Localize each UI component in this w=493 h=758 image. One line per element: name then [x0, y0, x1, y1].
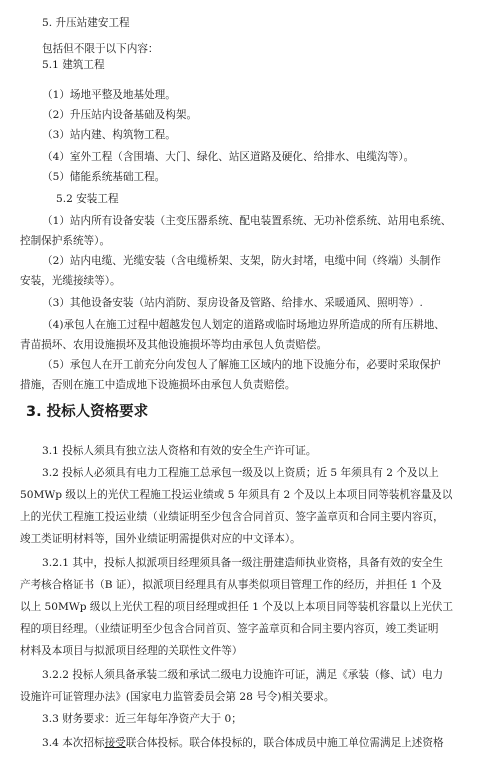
paragraph: 3.1 投标人须具有独立法人资格和有效的安全生产许可证。 [42, 445, 317, 457]
list-item: （1）场地平整及地基处理。 [42, 89, 176, 101]
list-item-continued: 措施，否则在施工中造成地下设施损坏由承包人负责赔偿。 [20, 379, 296, 391]
subsection-heading-5-1: 5.1 建筑工程 [42, 59, 105, 71]
list-item: （1）站内所有设备安装（主变压器系统、配电装置系统、无功补偿系统、站用电系统、 [42, 215, 452, 227]
list-item: （5）储能系统基础工程。 [42, 171, 166, 183]
list-item: （2）升压站内设备基础及构架。 [42, 109, 198, 121]
section-heading-3: 3. 投标人资格要求 [26, 404, 149, 420]
section-heading-5: 5. 升压站建安工程 [42, 17, 130, 29]
subsection-heading-5-2: 5.2 安装工程 [56, 193, 119, 205]
list-item: （2）站内电缆、光缆安装（含电缆桥架、支架，防火封堵，电缆中间（终端）头制作 [42, 255, 441, 267]
paragraph: 3.2.2 投标人须具备承装二级和承试二级电力设施许可证，满足《承装（修、试）电力 [42, 669, 444, 681]
paragraph-continued: 上的光伏工程施工投运业绩（业绩证明至少包含合同首页、签字盖章页和合同主要内容页， [20, 511, 444, 523]
list-item: （3）其他设备安装（站内消防、泵房设备及管路、给排水、采暖通风、照明等）. [42, 297, 423, 309]
paragraph-continued: 产考核合格证书（B 证），拟派项目经理具有从事类似项目管理工作的经历，并担任 1 个及 [20, 579, 442, 591]
list-item-continued: 青苗损坏、农用设施损坏及其他设施损坏等均由承包人负责赔偿。 [20, 339, 328, 351]
paragraph [0, 736, 493, 750]
paragraph-continued: 竣工类证明材料等，国外业绩证明需提供对应的中文译本）。 [20, 533, 301, 545]
paragraph: 3.2 投标人必须具有电力工程施工总承包一级及以上资质；近 5 年须具有 2 个及以上 [42, 467, 439, 479]
list-item: （4）室外工程（含围墙、大门、绿化、站区道路及硬化、给排水、电缆沟等）。 [42, 151, 415, 163]
paragraph-continued: 以上 50MWp 级以上光伏工程的项目经理或担任 1 个及以上本项目同等装机容量以上光伏工 [20, 601, 453, 613]
paragraph-continued: 设施许可证管理办法》(国家电力监管委员会第 28 号令)相关要求。 [20, 691, 335, 703]
list-item-continued: 安装，光缆接续等）。 [20, 275, 121, 287]
list-item: （4)承包人在施工过程中超越发包人划定的道路或临时场地边界所造成的所有压耕地、 [42, 319, 445, 331]
text-run: 施工单位需满足上述资格 [327, 737, 444, 749]
paragraph: 3.3 财务要求：近三年每年净资产大于 0； [42, 713, 242, 725]
text-run: 联合体投标。联合体投标的，联合体成员中 [125, 737, 328, 749]
paragraph-continued: 材料及本项目与拟派项目经理的关联性文件等） [20, 645, 243, 657]
underlined-text: 接受 [104, 737, 126, 749]
paragraph: 3.2.1 其中，投标人拟派项目经理须具备一级注册建造师执业资格，具备有效的安全生 [42, 557, 444, 569]
paragraph-continued: 50MWp 级以上的光伏工程施工投运业绩或 5 年须具有 2 个及以上本项目同等装机容量及以 [20, 489, 453, 501]
paragraph-continued: 程的项目经理。（业绩证明至少包含合同首页、签字盖章页和合同主要内容页，竣工类证明 [20, 623, 439, 635]
list-item-continued: 控制保护系统等）。 [20, 235, 111, 247]
text-run: 3.4 本次招标 [42, 737, 105, 749]
list-item: （3）站内建、构筑物工程。 [42, 129, 176, 141]
list-item: （5）承包人在开工前充分向发包人了解施工区域内的地下设施分布，必要时采取保护 [42, 359, 441, 371]
paragraph: 包括但不限于以下内容： [42, 43, 159, 55]
